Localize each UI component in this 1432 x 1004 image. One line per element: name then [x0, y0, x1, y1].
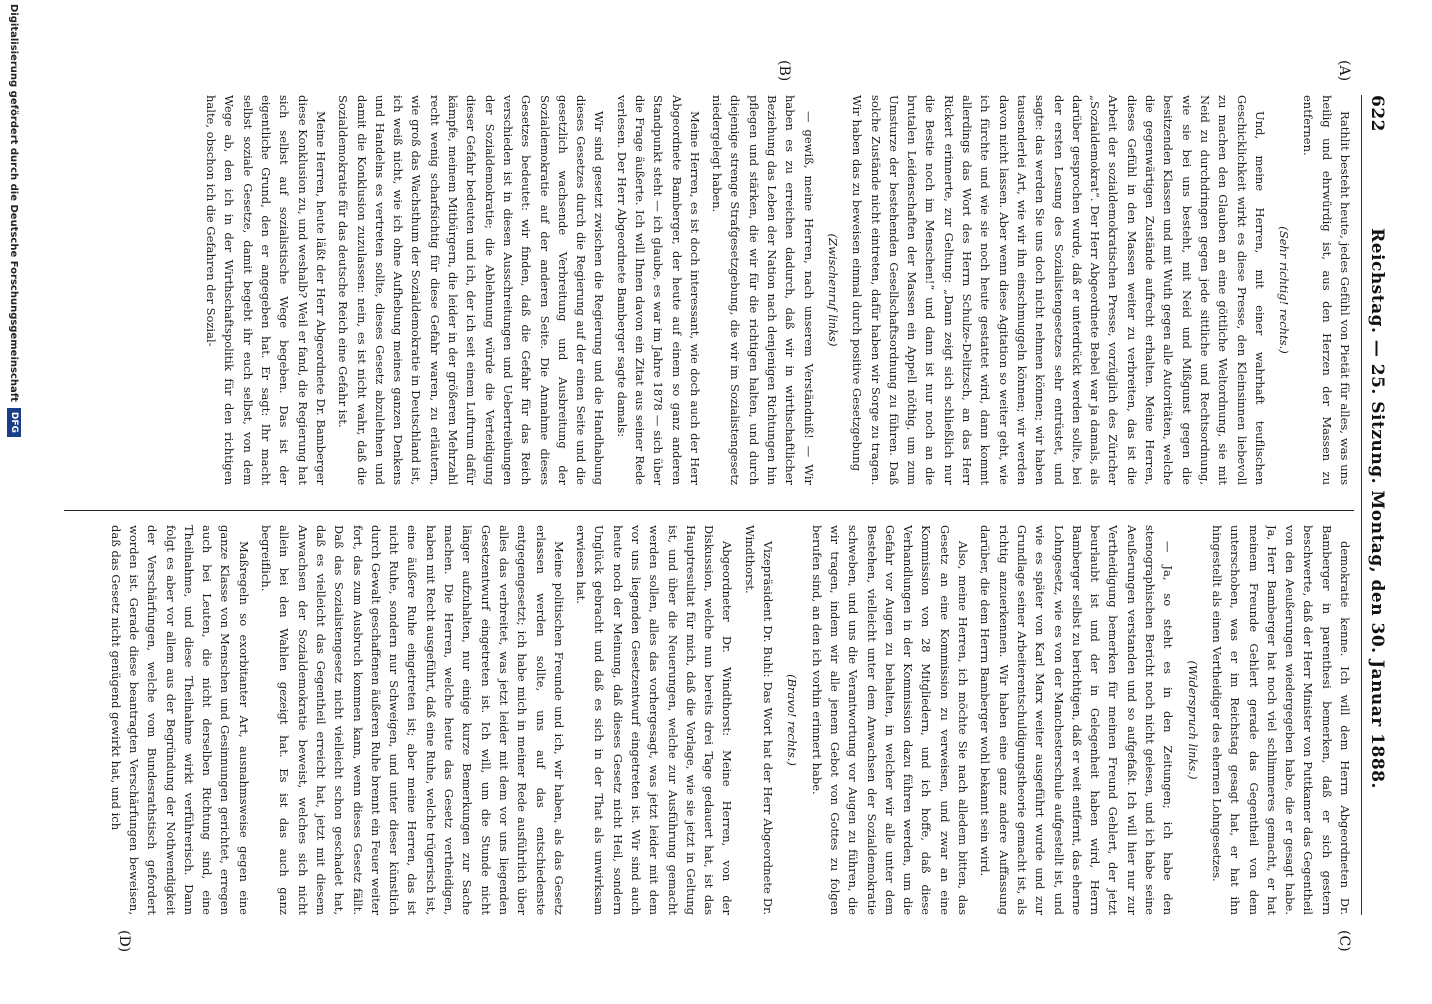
- paragraph: Wir sind gesetzt zwischen die Regierung und die Handhabung dieses Gesetzes durch die Regierung auf der einen Seite und die gesetzlich wachsende Verbreitung und Ausbreitung der Sozialdemokratie auf der anderen Seite. Die Annahme dieses Gesetzes bedeutet: wir finden, daß die Gefahr für das Reich verschieden ist in diesen Ausschreitungen und Uebertreibungen der Sozialdemokratie; die Ablehnung würde die Verteidigung dieser Gefahr bedeuten und ich, der ich seit einem Luftrum dafür kämpfe, meinem Mitbürgern, die leider in der größeren Mehrzahl recht wenig scharfsichtig für diese Gefahr waren, zu erläutern, wie groß das Wachsthum der Sozialdemokratie in Deutschland ist, ich weiß nicht, wie ich ohne Aufhebung meines ganzen Denkens und Handelns es vertreten sollte, dieses Gesetz abzulehnen und damit die Konklusion zuzulassen: nein, es ist nicht wahr, daß die Sozialdemokratie für das deutsche Reich eine Gefahr ist.: [336, 95, 607, 485]
- margin-mark-b: (B): [776, 60, 792, 82]
- margin-mark-d: (D): [116, 930, 132, 953]
- paragraph: — Ja, so steht es in den Zeitungen; ich habe den stenographischen Bericht noch nicht gelesen, und ich habe seine Aeußerungen verstanden und so aufgefaßt. Ich will hier nur zur Vertheidigung bemerken für meinen Freund Gehlert, der jetzt beurlaubt ist und der in Gelegenheit haben wird, Herrn Bamberger selbst zu berichtigen, daß er weit entfernt, das eherne Lohngesetz, wie es von der Manchesterschule aufgestellt ist, und wie es später von Karl Marx weiter ausgeführt wurde und zur Grundlage seiner Arbeiterentschuldigungstheorie gemacht ist, als richtig anzuerkennen. Wir haben eine ganz andere Auffassung darüber, die dem Herrn Bamberger wohl bekannt sein wird.: [978, 525, 1176, 915]
- column-divider: [64, 510, 1354, 511]
- paragraph: demokratie kenne. Ich will dem Herrn Abgeordneten Dr. Bamberger in parenthesi bemerken, daß er sich gestern beschwerte, daß der Herr Minister von Puttkamer das Gegentheil von den Aeußerungen wiedergegeben habe, die er gesagt habe. Ja, Herr Bamberger hat noch viel schlimmeres gemacht, er hat meinem Freunde Gehlert gerade das Gegentheil von dem unterschoben, was er im Reichstag gesagt hat, er hat ihn hingestellt als einen Vertheidiger des ehernen Lohngesetzes.: [1209, 525, 1352, 915]
- page-header: [1361, 95, 1392, 915]
- right-column: [64, 525, 1354, 915]
- digitization-footer: [4, 0, 24, 1004]
- paragraph: Meine politischen Freunde und ich, wir haben, als das Gesetz erlassen werden sollte, uns auf das entschiedenste entgegengesetzt; ich habe mich in meiner Rede ausführlich über alles das verbreitet, was jetzt leider mit dem vor uns liegenden Gesetzentwurf eingetreten ist. Ich will, um die Stunde nicht länger aufzuhalten, nur einige kurze Bemerkungen zur Sache machen. Die Herren, welche heute das Gesetz vertheidigen, haben mit Recht ausgeführt, daß eine Ruhe, welche trügerisch ist, eine äußere Ruhe eingetreten ist; aber meine Herren, das ist nicht Ruhe, sondern nur Schweigen, und unter dieser künstlich durch Gewalt geschaffenen äußeren Ruhe brennt ein Feuer weiter fort, das zum Ausbruch kommen kann, wenn dieses Gesetz fällt. Daß das Sozialistengesetz nicht vielleicht schon geschadet hat, daß es vielleicht das Gegentheil erreicht hat, jetzt mit diesem Anwachsen der Sozialdemokratie beweist, welches sich nicht allein bei den Wahlen gezeigt hat. Es ist das auch ganz begreiflich.: [259, 525, 566, 915]
- paragraph: Meine Herren, es ist doch interessant, wie doch auch der Herr Abgeordnete Bamberger, der heute auf einem so ganz anderen Standpunkt steht — ich glaube, es war im Jahre 1878 — sich über die Frage äußerte. Ich will Ihnen davon ein Zitat aus seiner Rede verlesen. Der Herr Abgeordnete Bamberger sagte damals:: [614, 95, 702, 485]
- left-column: [64, 95, 1354, 485]
- paragraph: Und, meine Herren, mit einer wahrhaft teuflischen Geschicklichkeit wirkt es diese Presse, den Kleinsinnen liebevoll zu machen den Glauben an eine göttliche Weltordnung, sie mit Neid zu durchdringen gegen jede sittliche und Rechtsordnung, wie sie bei uns besteht, mit Neid und Mißgunst gegen die besitzenden Klassen und mit Wuth gegen alle Autoritäten, welche die gegenwärtigen Zustände aufrecht erhalten. Meine Herren, dieses Gefühl in den Massen weiter zu verbreiten, das ist die Arbeit der sozialdemokratischen Presse, vorzüglich des Züricher „Sozialdemokrat“. Der Herr Abgeordnete Bebel war ja damals, als darüber gesprochen wurde, daß er unterdrückt werden sollte, bei der ersten Lesung des Sozialistengesetzes sehr entrüstet, und sagte: das werden Sie uns doch nicht nehmen können; wir haben tausenderlei Art, wie wir ihn einschmuggeln können; wir werden davon nicht lassen. Aber wenn diese Agitation so weiter geht, wie ich fürchte und wie sie noch heute gestattet wird, dann kommt allerdings das Wort des Herrn Schulze-Delitzsch, an das Herr Rickert erinnerte, zur Geltung: „Dann zeigt sich schließlich nur die Bestie noch im Menschen!“ und dann ist nur noch an die brutalen Leidenschaften der Massen ein Appell nöthig, um zum Umsturze der bestehenden Gesellschaftsordnung zu führen. Daß solche Zustände nicht eintreten, dafür haben wir Sorge zu tragen. Wir haben das zu beweisen einmal durch positive Gesetzgebung: [850, 95, 1267, 485]
- paragraph: Meine Herren, heute läßt der Herr Abgeordnete Dr. Bamberger diese Konklusion zu, und weshalb? Weil er fand, die Regierung hat sich selbst auf sozialistische Wege begeben. Das ist der eigentliche Grund, den er angegeben hat. Er sagt: Ihr macht selbst soziale Gesetze, damit begebt ihr euch selbst, von dem Wege ab, den ich in der Wirthschaftspolitik für den richtigen halte, obschon ich die Gefahren der Sozial-: [204, 95, 328, 485]
- paragraph: Abgeordneter Dr. Windthorst: Meine Herren, von der Diskussion, welche nun bereits drei Tage gedauert hat, ist das Hauptresultat für mich, daß die Vorlage, wie sie jetzt in Geltung ist, und über die Neuerungen, welche zur Ausführung gemacht werden sollen, alles das vorhergesagt, was jetzt leider mit dem vor uns liegenden Gesetzentwurf eingetreten ist. Wir sind auch heute noch der Meinung, daß dieses Gesetz nicht Heil, sondern Unglück gebracht und daß es sich in der That als unwirksam erwiesen hat.: [574, 525, 735, 915]
- interjection: (Zwischenruf links): [825, 233, 840, 347]
- paragraph: Vizepräsident Dr. Buhl: Das Wort hat der Herr Abgeordnete Dr. Windthorst.: [742, 525, 776, 915]
- paragraph: Also, meine Herren, ich möchte Sie nach alledem bitten, das Gesetz an eine Kommission zu verweisen, und zwar an eine Kommission von 28 Mitgliedern, und ich hoffe, daß diese Verhandlungen in der Kommission dazu führen werden, um die Gefahr vor Augen zu behalten, in welcher wir alle unter dem Bestehen, vielleicht unter dem Anwachsen der Sozialdemokratie schweben, und uns die Verantwortung vor Augen zu führen, die wir tragen, indem wir alle jenem Gebot von Gottes zu folgen berufen sind, an den ich vorhin erinnert habe.: [809, 525, 971, 915]
- interjection: (Widerspruch links.): [1185, 660, 1200, 780]
- interjection: (Bravo! rechts.): [785, 674, 800, 766]
- paragraph: Maßregeln so exorbitanter Art, ausnahmsweise gegen eine ganze Klasse von Menschen und Gesinnungen gerichtet, erregen auch bei Leuten, die nicht derselben Richtung sind, eine Theilnahme, und diese Theilnahme wirkt verführerisch. Dann folgt es aber vor allem aus der Begründung der Nothwendigkeit der Verschärfungen, welche vom Bundesrathstisch gefordert worden ist. Gerade diese beantragten Verschärfungen beweisen, daß das Gesetz nicht genügend gewirkt hat, und ich: [108, 525, 251, 915]
- page-title: Reichstag. — 25. Sitzung. Montag, den 30. Januar 1888.: [1367, 228, 1387, 789]
- margin-mark-a: (A): [1336, 60, 1352, 82]
- interjection: (Sehr richtig! rechts.): [1277, 226, 1292, 354]
- paragraph: — gewiß, meine Herren, nach unserem Verständniß! — Wir haben es zu erreichen dadurch, daß wir in wirthschaftlicher Beziehung das Leben der Nation nach denjenigen Richtungen hin pflegen und stärken, die wir für die richtigen halten, und durch diejenige strenge Strafgesetzgebung, die wir im Sozialistengesetz niedergelegt haben.: [710, 95, 816, 485]
- margin-mark-c: (C): [1336, 930, 1352, 952]
- footer-credit: Digitalisierung gefördert durch die Deutsche Forschungsgemeinschaft: [8, 4, 20, 402]
- paragraph: Rathlit besteht heute, jedes Gefühl von Pietät für alles, was uns heilig und ehrwürdig ist, aus den Herzen der Massen zu entfernen.: [1301, 95, 1352, 485]
- page-number: 622: [1367, 95, 1387, 132]
- dfg-logo-icon: DFG: [7, 408, 21, 437]
